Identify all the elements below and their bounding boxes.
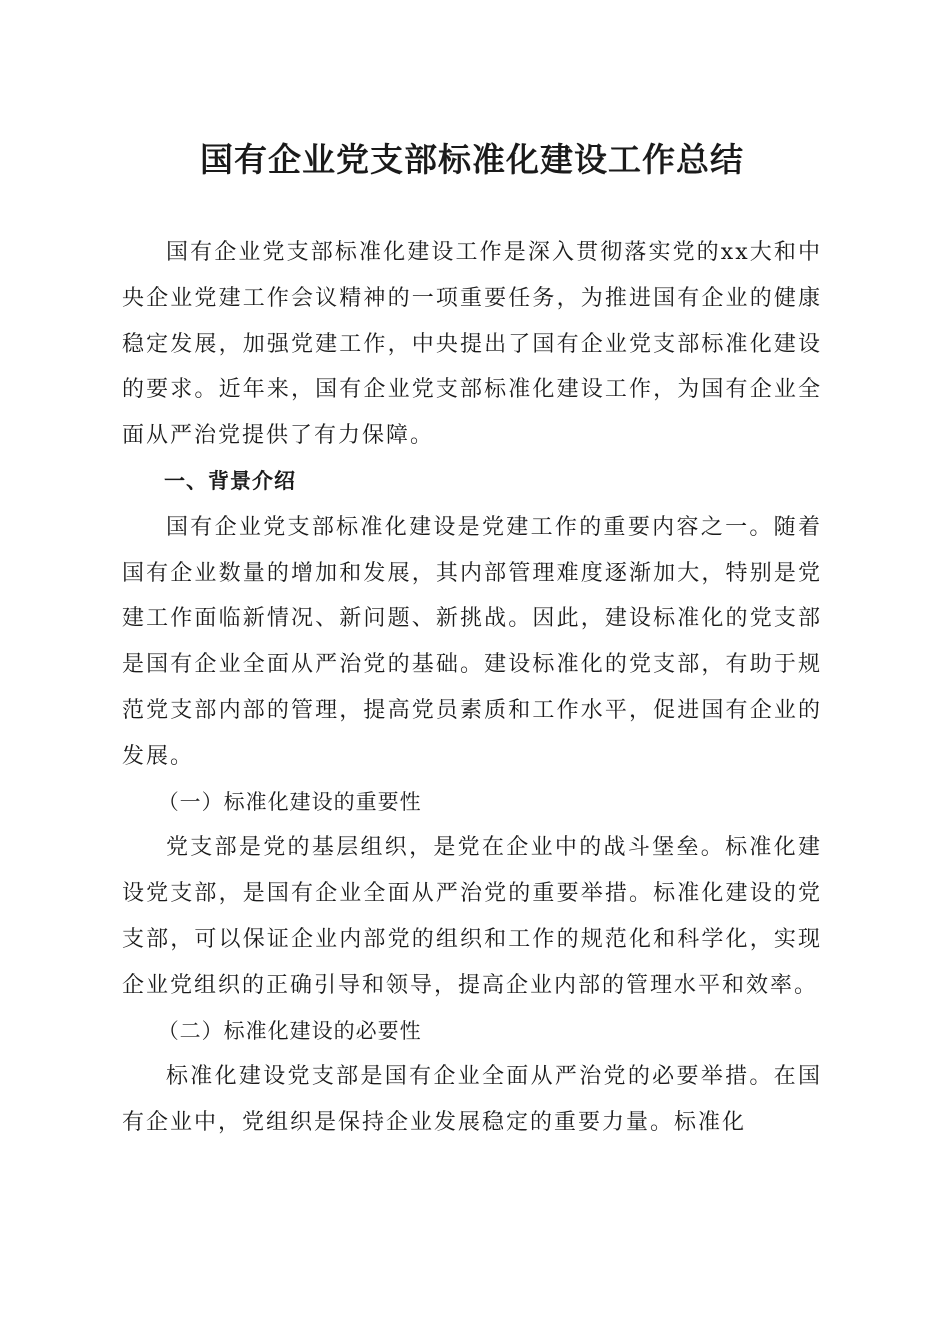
subsection-heading-necessity: （二）标准化建设的必要性 bbox=[157, 1018, 422, 1043]
necessity-paragraph: 标准化建设党支部是国有企业全面从严治党的必要举措。在国有企业中，党组织是保持企业发展稳定的重要力量。标准化 bbox=[122, 1064, 822, 1136]
document-body bbox=[122, 230, 822, 1146]
subsection-heading-importance: （一）标准化建设的重要性 bbox=[157, 789, 422, 814]
background-paragraph: 国有企业党支部标准化建设是党建工作的重要内容之一。随着国有企业数量的增加和发展，其内部管理难度逐渐加大，特别是党建工作面临新情况、新问题、新挑战。因此，建设标准化的党支部是国有企业全面从严治党的基础。建设标准化的党支部，有助于规范党支部内部的管理，提高党员素质和工作水平，促进国有企业的发展。 bbox=[122, 514, 822, 769]
importance-paragraph: 党支部是党的基层组织，是党在企业中的战斗堡垒。标准化建设党支部，是国有企业全面从严治党的重要举措。标准化建设的党支部，可以保证企业内部党的组织和工作的规范化和科学化，实现企业党组织的正确引导和领导，提高企业内部的管理水平和效率。 bbox=[122, 835, 822, 998]
section-heading-background: 一、背景介绍 bbox=[164, 468, 296, 493]
intro-paragraph: 国有企业党支部标准化建设工作是深入贯彻落实党的xx大和中央企业党建工作会议精神的一项重要任务，为推进国有企业的健康稳定发展，加强党建工作，中央提出了国有企业党支部标准化建设的要求。近年来，国有企业党支部标准化建设工作，为国有企业全面从严治党提供了有力保障。 bbox=[122, 240, 822, 449]
document-title: 国有企业党支部标准化建设工作总结 bbox=[200, 140, 744, 179]
